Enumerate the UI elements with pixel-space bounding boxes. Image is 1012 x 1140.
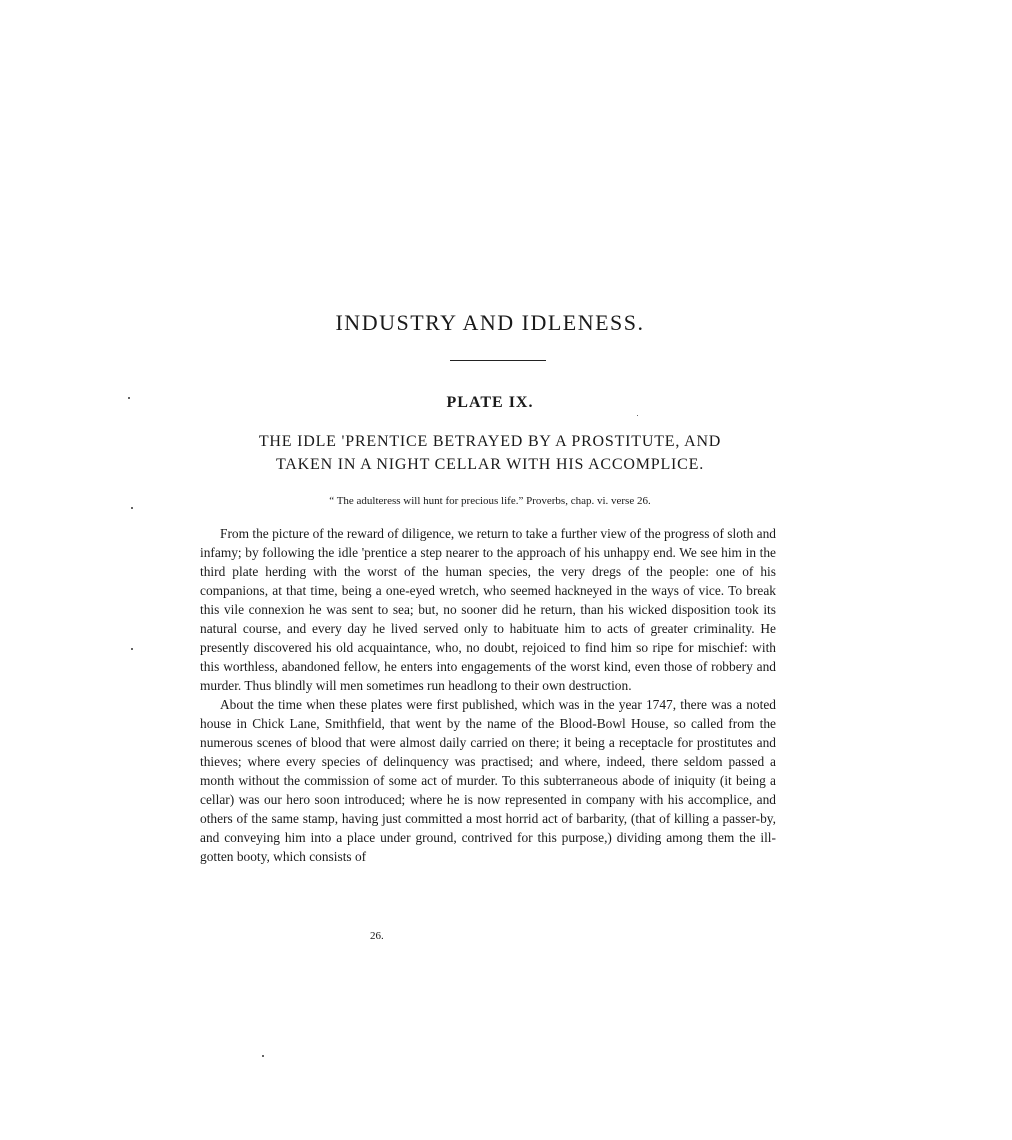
folio-marker: 26. xyxy=(370,930,384,942)
title-divider xyxy=(450,360,546,361)
ink-speck xyxy=(128,397,130,399)
subtitle-line-2: TAKEN IN A NIGHT CELLAR WITH HIS ACCOMPLICE. xyxy=(276,456,704,473)
plate-heading: PLATE IX. xyxy=(446,394,534,411)
page-title: INDUSTRY AND IDLENESS. xyxy=(335,310,645,335)
body-text xyxy=(200,524,776,866)
plate-subtitle xyxy=(200,430,780,476)
ink-speck xyxy=(262,1055,264,1057)
epigraph: “ The adulteress will hunt for precious life.” Proverbs, chap. vi. verse 26. xyxy=(329,495,651,507)
ink-speck xyxy=(131,507,133,509)
subtitle-line-1: THE IDLE 'PRENTICE BETRAYED BY A PROSTITUTE, AND xyxy=(258,433,722,450)
ink-speck xyxy=(637,415,638,416)
paragraph-1: From the picture of the reward of diligence, we return to take a further view of the progress of sloth and infamy; by following the idle 'prentice a step nearer to the approach of his unhappy end. We see him in the third plate herding with the worst of the human species, the very dregs of the people: one of his companions, at that time, being a one-eyed wretch, who seemed hackneyed in the ways of vice. To break this vile connexion he was sent to sea; but, no sooner did he return, than his wicked disposition took its natural course, and every day he lived served only to habituate him to acts of greater criminality. He presently discovered his old acquaintance, who, no doubt, rejoiced to find him so ripe for mischief: with this worthless, abandoned fellow, he enters into engagements of the worst kind, even those of robbery and murder. Thus blindly will men sometimes run headlong to their own destruction. xyxy=(200,526,776,693)
paragraph-2: About the time when these plates were first published, which was in the year 1747, there was a noted house in Chick Lane, Smithfield, that went by the name of the Blood-Bowl House, so called from the numerous scenes of blood that were almost daily carried on there; it being a receptacle for prostitutes and thieves; where every species of delinquency was practised; and where, indeed, there seldom passed a month without the commission of some act of murder. To this subterraneous abode of iniquity (it being a cellar) was our hero soon introduced; where he is now represented in company with his accomplice, and others of the same stamp, having just committed a most horrid act of barbarity, (that of killing a passer-by, and conveying him into a place under ground, contrived for this purpose,) dividing among them the ill-gotten booty, which consists of xyxy=(200,697,776,864)
ink-speck xyxy=(131,648,133,650)
